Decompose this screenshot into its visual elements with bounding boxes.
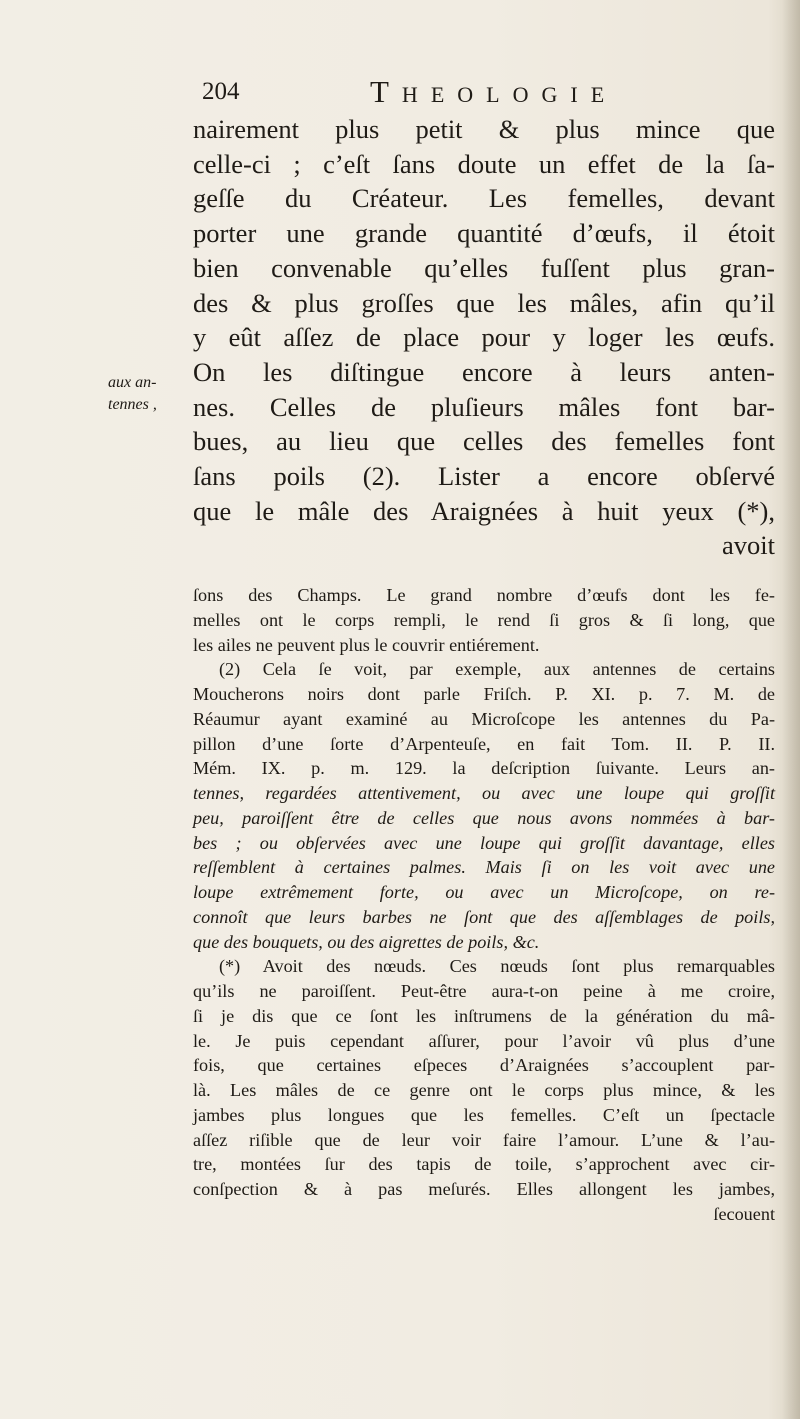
main-text-line: bues, au lieu que celles des femelles font [193,426,775,457]
page-number: 204 [202,78,240,105]
footnote-line: Réaumur ayant examiné au Microſcope les antennes du Pa- [193,708,775,729]
main-text-line: des & plus groſſes que les mâles, afin qu’il [193,287,775,318]
footnote-line: fois, que certaines eſpeces d’Araignées s’accouplent par- [193,1055,775,1076]
main-text-line: nairement plus petit & plus mince que [193,114,775,144]
footnote-line: tennes, regardées attentivement, ou avec une loupe qui groſſit [193,783,775,803]
footnotes [193,583,775,1227]
footnote-line: qu’ils ne paroiſſent. Peut-être aura-t-on peine à me croire, [193,981,775,1001]
main-text-line: que le mâle des Araignées à huit yeux (*), [193,495,775,526]
footnote-line: (*) Avoit des nœuds. Ces nœuds ſont plus remarquables [219,956,775,977]
footnote-line: tre, montées ſur des tapis de toile, s’approchent avec cir- [193,1154,775,1175]
page-header [202,74,762,114]
footnote-line: Moucherons noirs dont parle Friſch. P. XI. p. 7. M. de [193,684,775,704]
main-text-line: ſans poils (2). Lister a encore obſervé [193,461,775,492]
footnote-line: là. Les mâles de ce genre ont le corps plus mince, & les [193,1080,775,1100]
page-edge-shadow [782,0,800,1419]
footnote-line: le. Je puis cependant aſſurer, pour l’avoir vû plus d’une [193,1030,775,1051]
margin-note [108,372,188,416]
footnote-line: bes ; ou obſervées avec une loupe qui groſſit davantage, elles [193,832,775,853]
margin-note-line: tennes , [108,396,157,413]
footnote-line: ſecouent [713,1203,775,1224]
footnote-line: loupe extrêmement forte, ou avec un Microſcope, on re- [193,882,775,902]
footnote-line: ſi je dis que ce ſont les inſtrumens de la génération du mâ- [193,1005,775,1026]
footnote-line: pillon d’une ſorte d’Arpenteuſe, en fait Tom. II. P. II. [193,733,775,754]
footnote-line: jambes plus longues que les femelles. C’eſt un ſpectacle [193,1104,775,1125]
footnote-line: melles ont le corps rempli, le rend ſi gros & ſi long, que [193,609,775,630]
footnote-line: les ailes ne peuvent plus le couvrir entiérement. [193,634,540,655]
footnote-line: conſpection & à pas meſurés. Elles allongent les jambes, [193,1179,775,1199]
margin-note-line: aux an- [108,374,157,391]
footnote-line: aſſez riſible que de leur voir faire l’amour. L’une & l’au- [193,1129,775,1150]
main-text-line: bien convenable qu’elles fuſſent plus gran- [193,252,775,283]
main-text-line: avoit [722,530,775,561]
main-text-line: On les diſtingue encore à leurs anten- [193,356,775,387]
main-text-line: nes. Celles de pluſieurs mâles font bar- [193,391,775,422]
footnote-line: reſſemblent à certaines palmes. Mais ſi on les voit avec une [193,857,775,878]
footnote-line: ſons des Champs. Le grand nombre d’œufs dont les fe- [193,585,775,605]
main-text-line: celle-ci ; c’eſt ſans doute un effet de la ſa- [193,148,775,179]
main-text [193,112,775,563]
running-title: Theologie [370,74,618,109]
main-text-line: y eût aſſez de place pour y loger les œufs. [193,322,775,353]
footnote-line: peu, paroiſſent être de celles que nous avons nommées à bar- [193,807,775,828]
main-text-line: porter une grande quantité d’œufs, il étoit [193,218,775,249]
footnote-line: (2) Cela ſe voit, par exemple, aux antennes de certains [219,659,775,680]
footnote-line: connoît que leurs barbes ne ſont que des aſſemblages de poils, [193,906,775,927]
footnote-line: Mém. IX. p. m. 129. la deſcription ſuivante. Leurs an- [193,758,775,779]
footnote-line: que des bouquets, ou des aigrettes de poils, &c. [193,931,540,952]
main-text-line: geſſe du Créateur. Les femelles, devant [193,183,775,214]
